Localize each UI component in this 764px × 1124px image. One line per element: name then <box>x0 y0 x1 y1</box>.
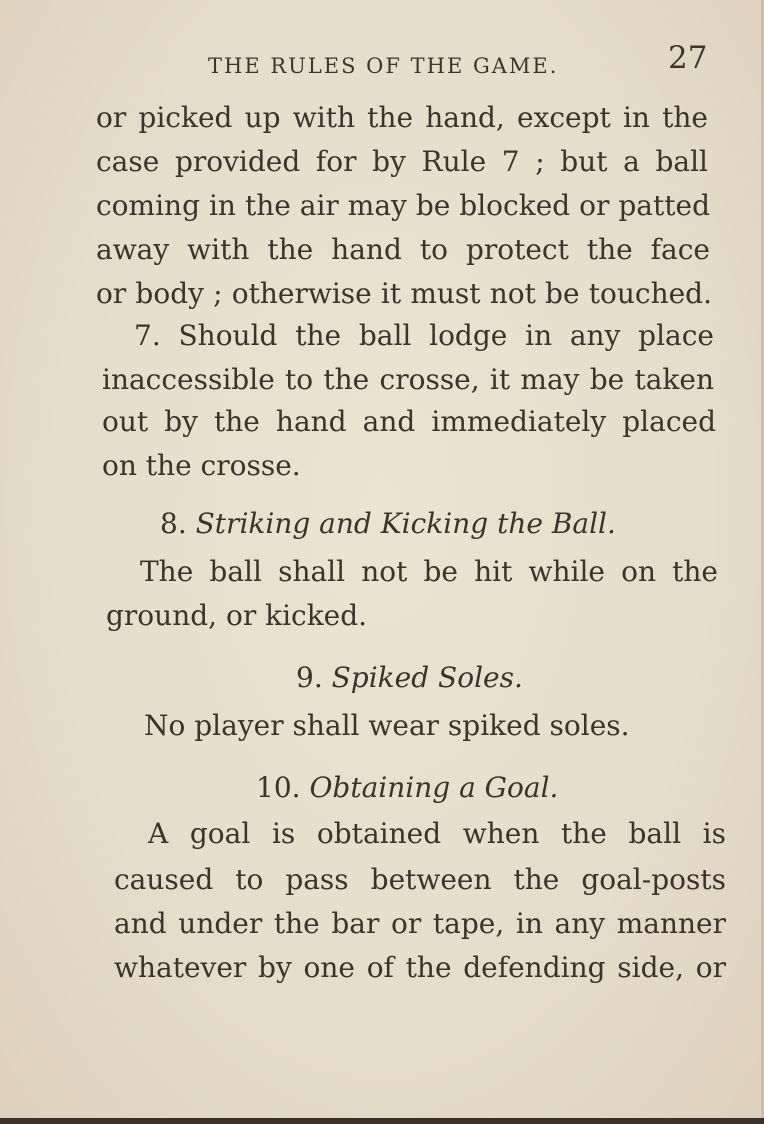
body-line: 7. Should the ball lodge in any place <box>134 319 714 352</box>
section-heading-8 <box>160 502 616 546</box>
section-title: Striking and Kicking the Ball. <box>195 507 616 540</box>
section-heading-9 <box>296 656 523 700</box>
section-heading-10 <box>256 766 558 810</box>
section-number: 8. <box>160 507 187 540</box>
body-line: on the crosse. <box>102 449 301 482</box>
body-line: or picked up with the hand, except in the <box>96 101 708 134</box>
body-line: or body ; otherwise it must not be touched. <box>96 277 712 310</box>
section-number: 10. <box>256 771 301 804</box>
section-number: 9. <box>296 661 323 694</box>
page-edge-bottom <box>0 1118 764 1124</box>
body-line: The ball shall not be hit while on the <box>140 555 718 588</box>
body-line: whatever by one of the defending side, or <box>114 951 726 984</box>
body-line: coming in the air may be blocked or patted <box>96 189 710 222</box>
running-head: THE RULES OF THE GAME. <box>208 54 559 78</box>
section-title: Obtaining a Goal. <box>309 771 559 804</box>
page-header <box>0 38 764 88</box>
body-line: and under the bar or tape, in any manner <box>114 907 726 940</box>
page-number: 27 <box>668 40 708 76</box>
body-line: A goal is obtained when the ball is <box>148 817 726 850</box>
body-line: case provided for by Rule 7 ; but a ball <box>96 145 708 178</box>
body-line: inaccessible to the crosse, it may be taken <box>102 363 714 396</box>
body-line: out by the hand and immediately placed <box>102 405 716 438</box>
body-line: caused to pass between the goal-posts <box>114 863 726 896</box>
body-line: No player shall wear spiked soles. <box>144 709 630 742</box>
body-line: ground, or kicked. <box>106 599 368 632</box>
section-title: Spiked Soles. <box>331 661 523 694</box>
body-line: away with the hand to protect the face <box>96 233 710 266</box>
